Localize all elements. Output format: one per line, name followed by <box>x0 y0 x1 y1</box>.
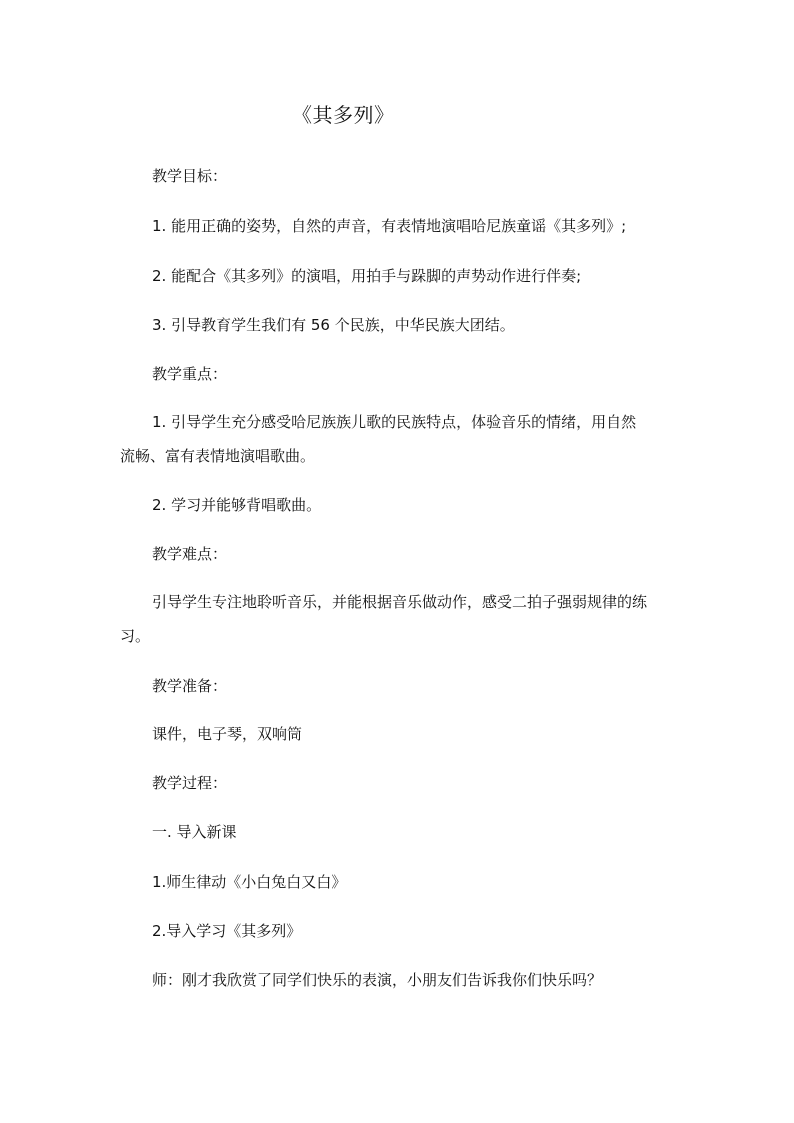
process-step-2: 2.导入学习《其多列》 <box>152 922 302 940</box>
document-title: 《其多列》 <box>292 103 395 127</box>
goal-item-3: 3. 引导教育学生我们有 56 个民族，中华民族大团结。 <box>152 316 515 334</box>
heading-teaching-focus: 教学重点： <box>152 365 228 383</box>
preparation-text: 课件，电子琴，双响筒 <box>152 725 303 743</box>
heading-teaching-difficulty: 教学难点： <box>152 545 228 563</box>
focus-item-2: 2. 学习并能够背唱歌曲。 <box>152 496 322 514</box>
teacher-dialogue: 师：刚才我欣赏了同学们快乐的表演，小朋友们告诉我你们快乐吗？ <box>152 971 603 989</box>
goal-item-2: 2. 能配合《其多列》的演唱，用拍手与跺脚的声势动作进行伴奏; <box>152 267 582 285</box>
difficulty-text-line-1: 引导学生专注地聆听音乐，并能根据音乐做动作，感受二拍子强弱规律的练 <box>152 593 648 611</box>
focus-item-1-line-2: 流畅、富有表情地演唱歌曲。 <box>120 447 316 465</box>
heading-teaching-process: 教学过程： <box>152 774 228 792</box>
focus-item-1-line-1: 1. 引导学生充分感受哈尼族族儿歌的民族特点，体验音乐的情绪，用自然 <box>152 413 637 431</box>
goal-item-1: 1. 能用正确的姿势，自然的声音，有表情地演唱哈尼族童谣《其多列》; <box>152 217 627 235</box>
process-section-1: 一. 导入新课 <box>152 823 237 841</box>
difficulty-text-line-2: 习。 <box>120 627 151 645</box>
process-step-1: 1.师生律动《小白兔白又白》 <box>152 873 347 891</box>
heading-teaching-goals: 教学目标： <box>152 167 228 185</box>
heading-teaching-preparation: 教学准备： <box>152 677 228 695</box>
